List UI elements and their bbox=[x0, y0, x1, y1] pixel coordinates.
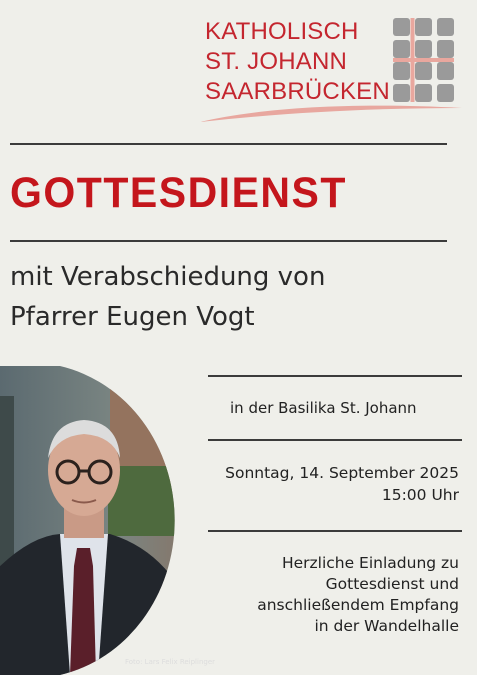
date-time: 15:00 Uhr bbox=[381, 486, 459, 504]
pastor-photo bbox=[0, 366, 200, 675]
invitation-line-2: Gottesdienst und bbox=[325, 575, 459, 593]
date-day: Sonntag, 14. September 2025 bbox=[225, 464, 459, 482]
subtitle bbox=[10, 257, 325, 337]
photo-credit: Foto: Lars Felix Reiplinger bbox=[125, 658, 216, 666]
location-text: in der Basilika St. Johann bbox=[230, 399, 417, 417]
logo-line-1: KATHOLISCH bbox=[205, 18, 359, 45]
divider-info-2 bbox=[208, 439, 462, 441]
cross-grid-logo-icon bbox=[393, 18, 455, 104]
invitation-line-3: anschließendem Empfang bbox=[257, 596, 459, 614]
parish-logo-text bbox=[205, 17, 390, 107]
invitation-text bbox=[257, 553, 459, 637]
divider-info-1 bbox=[208, 375, 462, 377]
logo-line-2: ST. JOHANN bbox=[205, 48, 348, 75]
subtitle-line-2: Pfarrer Eugen Vogt bbox=[10, 302, 255, 332]
invitation-line-1: Herzliche Einladung zu bbox=[281, 554, 459, 572]
invitation-line-4: in der Wandelhalle bbox=[314, 617, 459, 635]
logo-swoosh-icon bbox=[200, 100, 470, 128]
divider-below-title bbox=[10, 240, 447, 242]
divider-info-3 bbox=[208, 530, 462, 532]
divider-top bbox=[10, 143, 447, 145]
logo-line-3: SAARBRÜCKEN bbox=[205, 78, 390, 105]
subtitle-line-1: mit Verabschiedung von bbox=[10, 262, 326, 292]
date-block bbox=[225, 462, 459, 506]
page-title: GOTTESDIENST bbox=[10, 168, 347, 217]
